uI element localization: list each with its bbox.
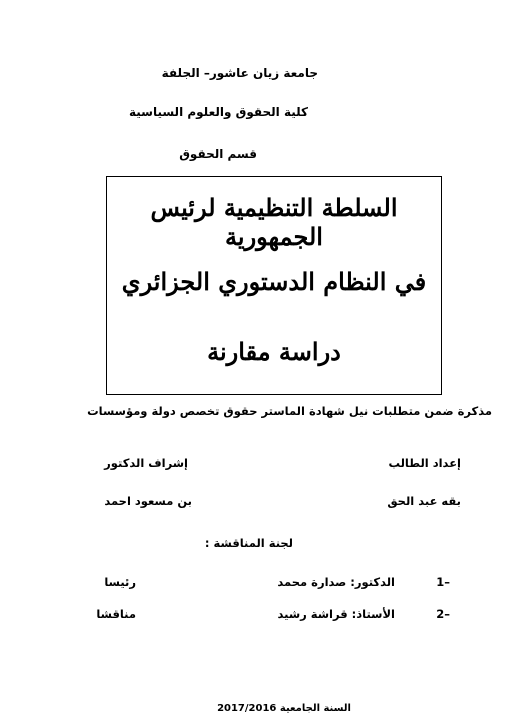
committee-member-number: 1– [436,575,450,589]
university-name: جامعة زيان عاشور– الجلفة [161,66,318,80]
supervisor-label: إشراف الدكتور [104,456,188,470]
academic-year [217,703,351,714]
academic-year-label: السنة الجامعية [279,703,351,714]
committee-member-name: الدكتور: صدارة محمد [277,575,395,589]
committee-member-name: الأستاذ: قراشة رشيد [277,607,395,621]
thesis-title-line3: دراسة مقارنة [207,337,341,366]
supervisor-name: بن مسعود احمد [104,494,192,508]
department-name: قسم الحقوق [179,147,257,161]
thesis-title-line2: في النظام الدستوري الجزائري [121,267,427,296]
thesis-title-box [106,176,442,395]
committee-member-number: 2– [436,607,450,621]
committee-member-role: رئيسا [104,575,136,589]
committee-label: لجنة المناقشة : [204,536,293,550]
committee-member-role: مناقشا [96,607,136,621]
thesis-subtitle: مذكرة ضمن متطلبات نيل شهادة الماستر حقوق تخصص دولة ومؤسسات [87,404,492,418]
faculty-name: كلية الحقوق والعلوم السياسية [128,105,308,119]
academic-year-value: 2017/2016 [217,703,277,714]
thesis-title-line1: السلطة التنظيمية لرئيس الجمهورية [150,193,398,251]
prepared-by-label: إعداد الطالب [388,456,461,470]
student-name: بقه عبد الحق [387,494,461,508]
